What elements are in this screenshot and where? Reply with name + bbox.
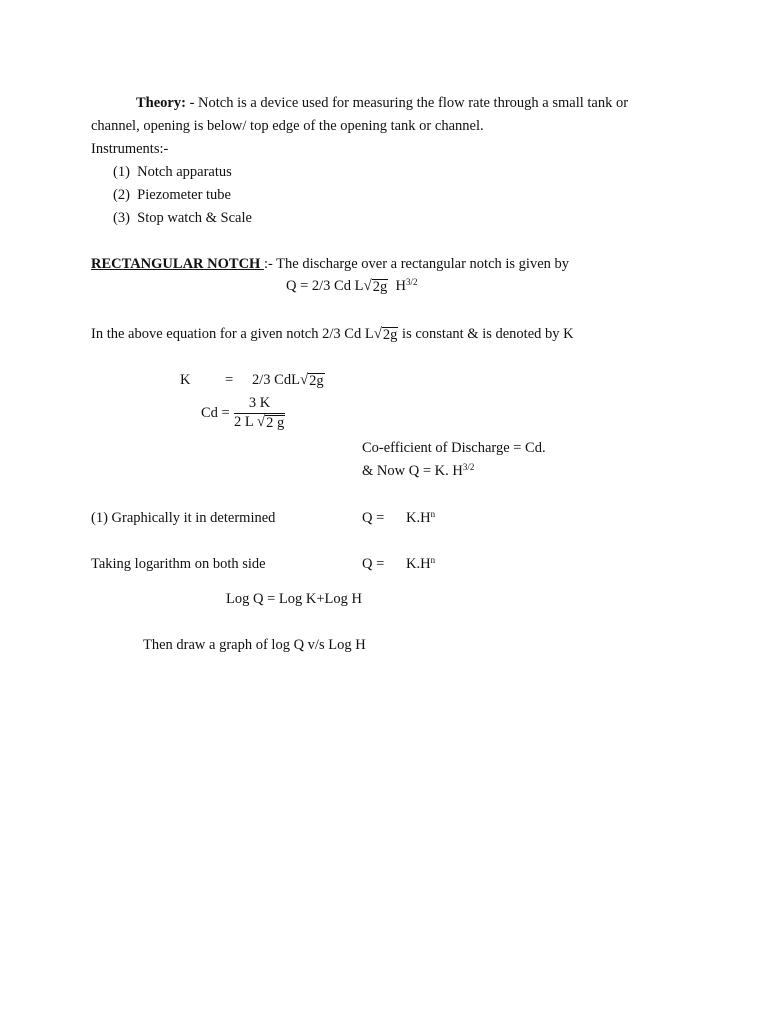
sqrt-symbol: √ 2g (373, 326, 398, 343)
instrument-item-number: (3) (113, 210, 130, 226)
cd-denominator (234, 414, 285, 431)
logarithm-text: Taking logarithm on both side (91, 556, 266, 572)
instruments-heading: Instruments:- (91, 141, 169, 157)
instrument-item-number: (2) (113, 187, 130, 203)
instrument-item-label: Notch apparatus (137, 164, 232, 180)
instrument-item-label: Piezometer tube (137, 187, 231, 203)
discharge-eq-exponent: 3/2 (405, 277, 418, 287)
cd-numerator: 3 K (234, 396, 285, 414)
theory-text-line1: - Notch is a device used for measuring the flow rate through a small tank or (185, 95, 629, 111)
discharge-eq-h: H (395, 278, 406, 294)
graphically-q: Q = (362, 510, 385, 526)
instrument-item-label: Stop watch & Scale (137, 210, 252, 226)
logarithm-rhs (406, 557, 435, 572)
now-q-text: & Now Q = K. H (362, 463, 463, 479)
now-q-line (362, 464, 474, 479)
logarithm-exponent: n (430, 555, 436, 565)
now-q-exponent: 3/2 (462, 462, 475, 472)
graphically-rhs-text: K.H (406, 510, 431, 526)
final-instruction: Then draw a graph of log Q v/s Log H (143, 637, 366, 653)
instrument-item-3 (113, 211, 252, 226)
cd-fraction (234, 396, 285, 431)
sqrt-symbol: √ 2g (299, 372, 324, 389)
k-rhs-root: 2g (309, 373, 324, 389)
logarithm-q: Q = (362, 556, 385, 572)
constant-line (91, 327, 574, 343)
coefficient-line: Co-efficient of Discharge = Cd. (362, 440, 546, 456)
log-equation: Log Q = Log K+Log H (226, 591, 362, 607)
discharge-eq-prefix: Q = 2/3 Cd L (286, 278, 364, 294)
rectangular-notch-heading: RECTANGULAR NOTCH (91, 256, 264, 272)
constant-line-root: 2g (382, 327, 398, 343)
instrument-item-number: (1) (113, 164, 130, 180)
graphically-text: (1) Graphically it in determined (91, 510, 276, 526)
k-equals: = (225, 372, 234, 388)
k-rhs-prefix: 2/3 CdL (252, 372, 300, 388)
k-symbol: K (180, 372, 191, 388)
constant-line-prefix: In the above equation for a given notch 2/3 Cd L (91, 326, 374, 342)
cd-lhs: Cd = (201, 405, 230, 421)
sqrt-symbol: √ 2 g (256, 413, 285, 431)
k-rhs (252, 373, 325, 389)
sqrt-symbol: √ 2g (363, 278, 388, 295)
instrument-item-2 (113, 188, 231, 203)
theory-label: Theory: (136, 95, 186, 111)
rectangular-notch-description: :- The discharge over a rectangular notch is given by (263, 256, 570, 272)
theory-paragraph (136, 96, 628, 111)
discharge-equation (286, 279, 417, 295)
graphically-rhs (406, 511, 435, 526)
rectangular-notch-line (91, 257, 569, 272)
constant-line-suffix: is constant & is denoted by K (398, 326, 574, 342)
cd-denominator-prefix: 2 L (234, 413, 257, 430)
instrument-item-1 (113, 165, 232, 180)
graphically-exponent: n (430, 509, 436, 519)
cd-denominator-root: 2 g (266, 414, 285, 431)
theory-text-line2: channel, opening is below/ top edge of the opening tank or channel. (91, 118, 484, 134)
logarithm-rhs-text: K.H (406, 556, 431, 572)
discharge-eq-root: 2g (372, 279, 388, 295)
